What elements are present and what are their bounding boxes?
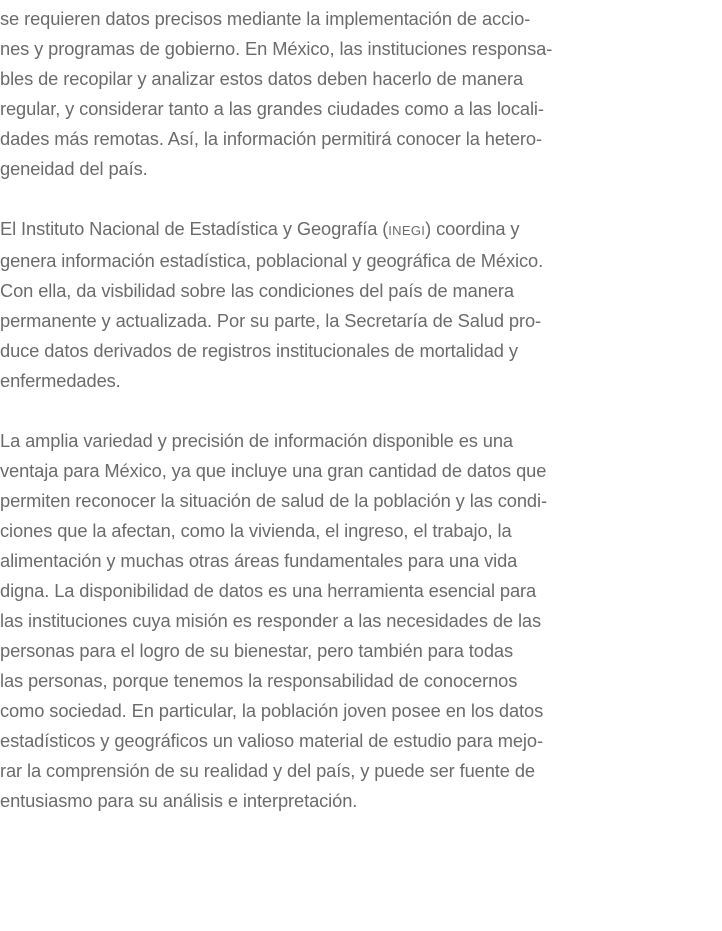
text-line: La amplia variedad y precisión de información disponible es una: [0, 430, 513, 451]
text-line: El Instituto Nacional de Estadística y Geografía (INEGI) coordina y: [0, 218, 520, 239]
text-line: estadísticos y geográficos un valioso material de estudio para mejo-: [0, 730, 543, 751]
text-line: regular, y considerar tanto a las grandes ciudades como a las locali-: [0, 98, 544, 119]
text-line: permanente y actualizada. Por su parte, la Secretaría de Salud pro-: [0, 310, 542, 331]
text-line: genera información estadística, poblacional y geográfica de México.: [0, 250, 544, 271]
text-line: entusiasmo para su análisis e interpretación.: [0, 790, 358, 811]
text-line: las instituciones cuya misión es responder a las necesidades de las: [0, 610, 542, 631]
paragraph-3: [0, 426, 722, 816]
text-line: permiten reconocer la situación de salud de la población y las condi-: [0, 490, 547, 511]
text-line: geneidad del país.: [0, 158, 148, 179]
text-line: nes y programas de gobierno. En México, las instituciones responsa-: [0, 38, 553, 59]
text-line: Con ella, da visbilidad sobre las condiciones del país de manera: [0, 280, 514, 301]
text-line: las personas, porque tenemos la responsabilidad de conocernos: [0, 670, 518, 691]
text-line: rar la comprensión de su realidad y del país, y puede ser fuente de: [0, 760, 535, 781]
text-line: personas para el logro de su bienestar, pero también para todas: [0, 640, 514, 661]
text-line: se requieren datos precisos mediante la implementación de accio-: [0, 8, 531, 29]
text-line: enfermedades.: [0, 370, 121, 391]
acronym-inegi: INEGI: [388, 223, 426, 238]
text-line: digna. La disponibilidad de datos es una herramienta esencial para: [0, 580, 537, 601]
text-line: duce datos derivados de registros institucionales de mortalidad y: [0, 340, 518, 361]
paragraph-1: [0, 4, 722, 184]
document-body: [0, 4, 722, 846]
text-line: alimentación y muchas otras áreas fundamentales para una vida: [0, 550, 518, 571]
paragraph-2: [0, 214, 722, 396]
text-line: como sociedad. En particular, la población joven posee en los datos: [0, 700, 544, 721]
text-line: ventaja para México, ya que incluye una gran cantidad de datos que: [0, 460, 547, 481]
text-line: bles de recopilar y analizar estos datos deben hacerlo de manera: [0, 68, 524, 89]
text-line: ciones que la afectan, como la vivienda, el ingreso, el trabajo, la: [0, 520, 512, 541]
text-line: dades más remotas. Así, la información permitirá conocer la hetero-: [0, 128, 542, 149]
